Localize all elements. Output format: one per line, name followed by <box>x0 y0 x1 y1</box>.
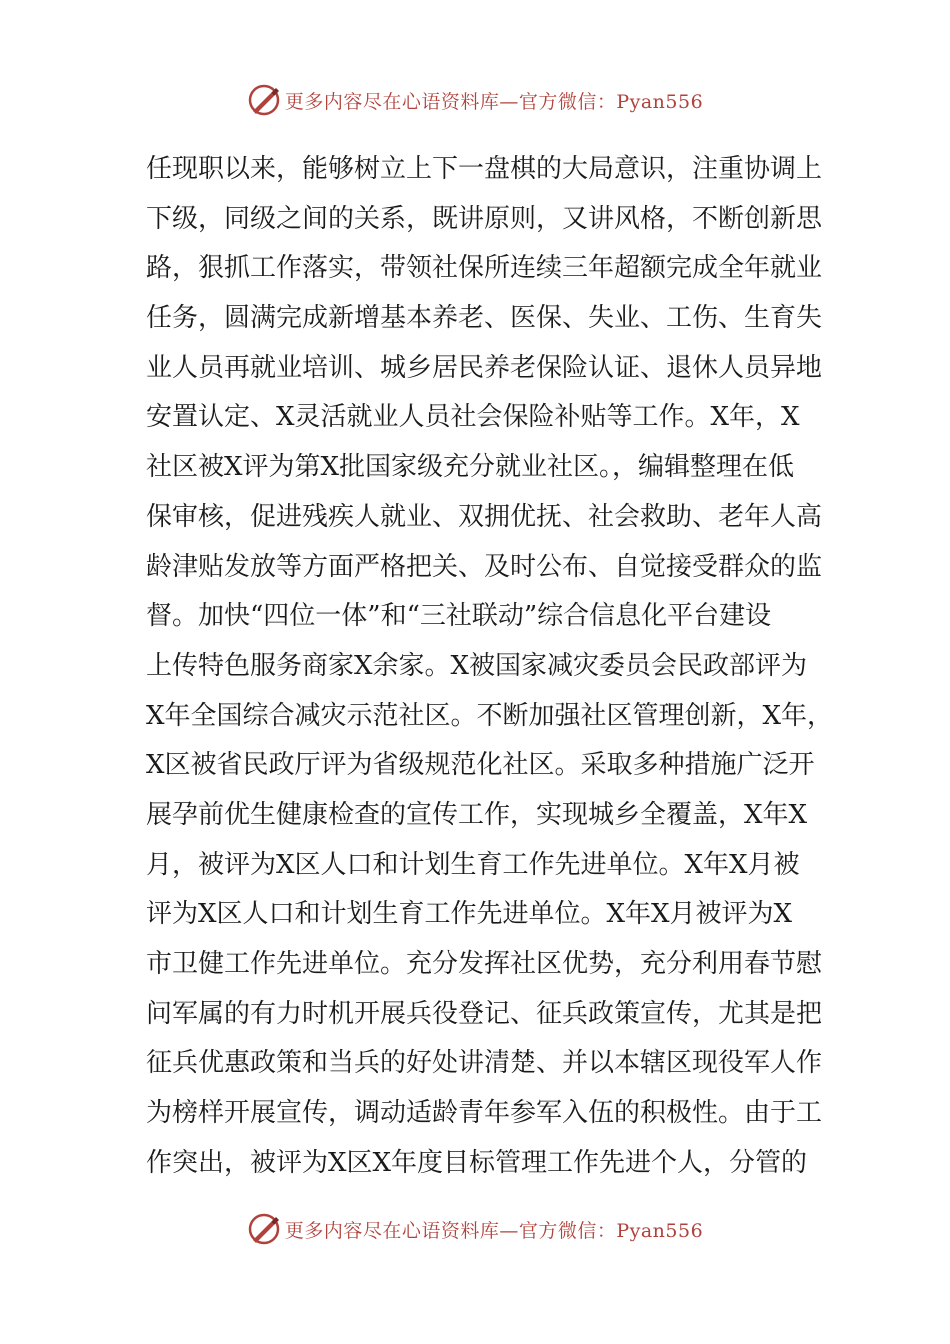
body-line: X区被省民政厅评为省级规范化社区。采取多种措施广泛开 <box>146 750 815 781</box>
footer-banner-text: 更多内容尽在心语资料库—官方微信：Pyan556 <box>284 1219 704 1242</box>
pen-logo-icon <box>247 1212 281 1246</box>
body-line: 市卫健工作先进单位。充分发挥社区优势，充分利用春节慰 <box>146 949 823 979</box>
body-line: 评为X区人口和计划生育工作先进单位。X年X月被评为X <box>146 899 793 930</box>
body-line: 问军属的有力时机开展兵役登记、征兵政策宣传，尤其是把 <box>146 998 823 1029</box>
body-line: 路，狠抓工作落实，带领社保所连续三年超额完成全年就业 <box>146 253 823 284</box>
body-line: 业人员再就业培训、城乡居民养老保险认证、退休人员异地 <box>146 352 823 383</box>
body-line: 任现职以来，能够树立上下一盘棋的大局意识，注重协调上 <box>146 154 823 184</box>
body-line: 督。加快“四位一体”和“三社联动”综合信息化平台建设 <box>146 601 772 632</box>
body-line: 为榜样开展宣传，调动适龄青年参军入伍的积极性。由于工 <box>146 1098 823 1129</box>
body-line: 下级，同级之间的关系，既讲原则，又讲风格，不断创新思 <box>146 203 823 234</box>
body-line: 作突出，被评为X区X年度目标管理工作先进个人，分管的 <box>146 1147 808 1178</box>
body-line: 征兵优惠政策和当兵的好处讲清楚、并以本辖区现役军人作 <box>146 1048 823 1079</box>
body-line: X年全国综合减灾示范社区。不断加强社区管理创新，X年， <box>146 700 834 731</box>
body-line: 上传特色服务商家X余家。X被国家减灾委员会民政部评为 <box>146 650 808 681</box>
document-body <box>146 145 834 1188</box>
header-banner <box>0 80 950 120</box>
body-line: 任务，圆满完成新增基本养老、医保、失业、工伤、生育失 <box>146 303 823 334</box>
body-line: 龄津贴发放等方面严格把关、及时公布、自觉接受群众的监 <box>146 551 823 582</box>
body-line: 展孕前优生健康检查的宣传工作，实现城乡全覆盖，X年X <box>146 799 808 830</box>
body-line: 社区被X评为第X批国家级充分就业社区。，编辑整理在低 <box>146 452 795 483</box>
pen-logo-icon <box>247 83 281 117</box>
body-line: 保审核，促进残疾人就业、双拥优抚、社会救助、老年人高 <box>146 501 823 532</box>
body-line: 月，被评为X区人口和计划生育工作先进单位。X年X月被 <box>146 849 800 880</box>
body-line: 安置认定、X灵活就业人员社会保险补贴等工作。X年，X <box>146 402 800 433</box>
footer-banner <box>0 1209 950 1249</box>
header-banner-text: 更多内容尽在心语资料库—官方微信：Pyan556 <box>284 90 704 113</box>
